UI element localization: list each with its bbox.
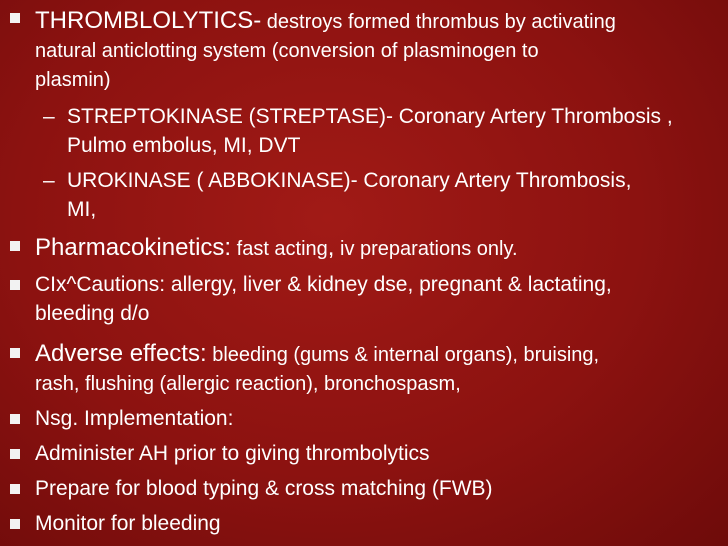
monitor-bleeding: Monitor for bleeding: [35, 512, 221, 535]
sub-bullet-dash: –: [43, 169, 55, 192]
adverse-effects-line-2: rash, flushing (allergic reaction), bronchospasm,: [35, 373, 461, 395]
sub-bullet-dash: –: [43, 105, 55, 128]
urokinase-line-1: UROKINASE ( ABBOKINASE)- Coronary Artery Thrombosis,: [67, 169, 632, 192]
nsg-implementation: Nsg. Implementation:: [35, 407, 234, 430]
streptokinase-line-2: Pulmo embolus, MI, DVT: [67, 134, 301, 157]
pharmacokinetics-line: [35, 234, 518, 262]
bullet-marker: [10, 519, 20, 529]
cautions-line-1: CIx^Cautions: allergy, liver & kidney dse, pregnant & lactating,: [35, 273, 612, 296]
bullet-marker: [10, 13, 20, 23]
bullet-marker: [10, 449, 20, 459]
prepare-blood-typing: Prepare for blood typing & cross matching (FWB): [35, 477, 493, 500]
urokinase-line-2: MI,: [67, 198, 97, 221]
administer-ah: Administer AH prior to giving thrombolytics: [35, 442, 430, 465]
bullet-marker: [10, 280, 20, 290]
adverse-effects-line-1: [35, 340, 599, 368]
adverse-effects-heading: Adverse effects:: [35, 340, 207, 367]
thrombolytics-line-2: natural anticlotting system (conversion of plasminogen to: [35, 40, 539, 62]
bullet-marker: [10, 484, 20, 494]
pharmacokinetics-iv: iv preparations only.: [334, 238, 518, 260]
streptokinase-line-1: STREPTOKINASE (STREPTASE)- Coronary Artery Thrombosis ,: [67, 105, 673, 128]
thrombolytics-definition: destroys formed thrombus by activating: [261, 11, 616, 33]
adverse-effects-detail: bleeding (gums & internal organs), bruising,: [206, 344, 600, 366]
bullet-marker: [10, 414, 20, 424]
thrombolytics-line-3: plasmin): [35, 69, 111, 91]
bullet-marker: [10, 241, 20, 251]
thrombolytics-line-1: [35, 7, 616, 35]
pharmacokinetics-heading: Pharmacokinetics:: [35, 234, 232, 261]
thrombolytics-heading: THROMBLOLYTICS-: [35, 7, 262, 34]
bullet-marker: [10, 348, 20, 358]
cautions-line-2: bleeding d/o: [35, 302, 150, 325]
pharmacokinetics-fast-acting: fast acting: [231, 238, 328, 260]
pharmacokinetics-comma: ,: [327, 234, 335, 261]
